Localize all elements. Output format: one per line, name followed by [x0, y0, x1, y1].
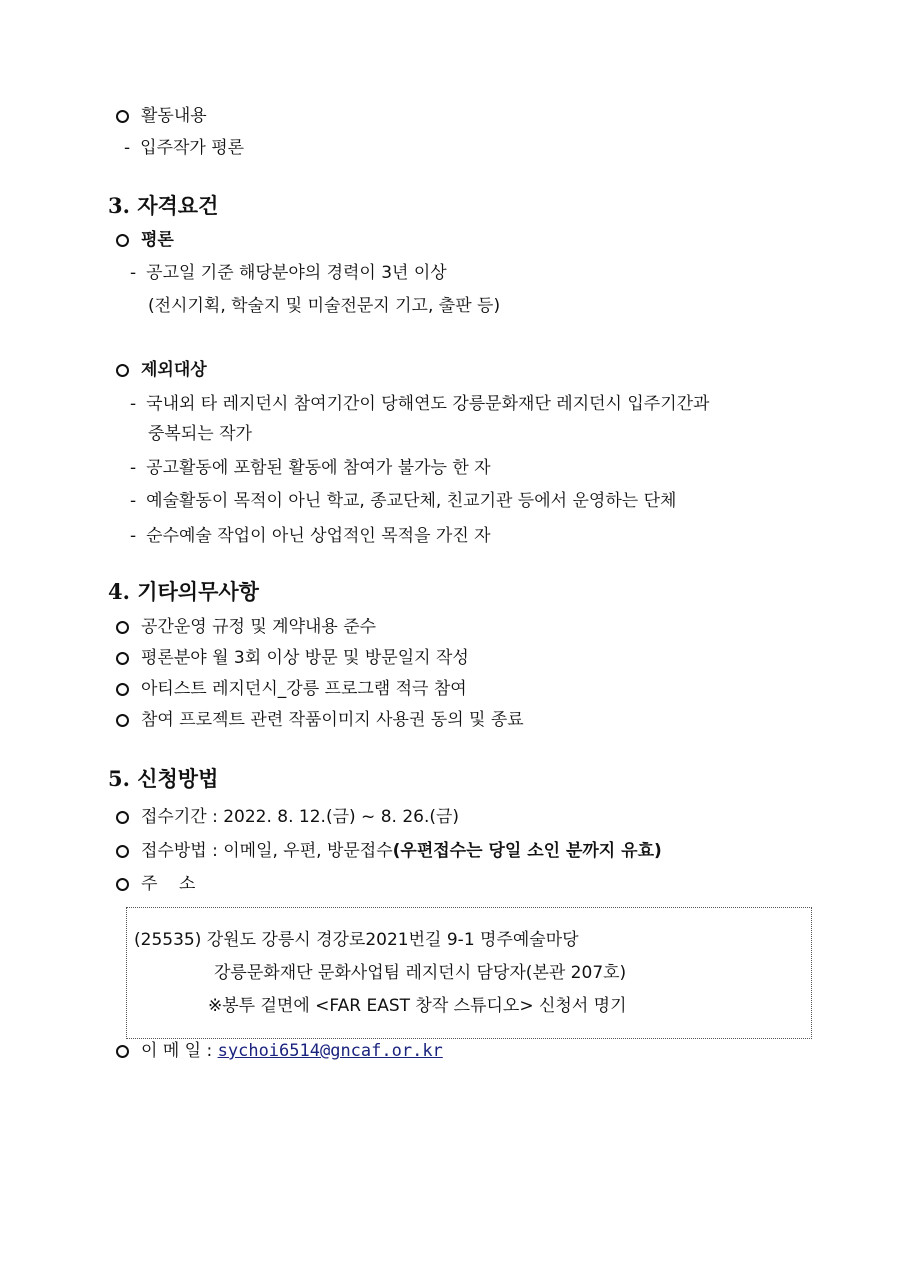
activity-item: - 입주작가 평론: [124, 138, 245, 158]
circle-bullet-icon: [116, 683, 129, 696]
circle-bullet-icon: [116, 234, 129, 247]
exclusion-heading: 제외대상: [116, 359, 207, 381]
email-row: 이 메 일 : sychoi6514@gncaf.or.kr: [116, 1040, 443, 1062]
email-link[interactable]: sychoi6514@gncaf.or.kr: [217, 1041, 443, 1061]
circle-bullet-icon: [116, 714, 129, 727]
circle-bullet-icon: [116, 1045, 129, 1058]
section-5-title: 5. 신청방법: [108, 766, 219, 791]
exclusion-item: - 국내외 타 레지던시 참여기간이 당해연도 강릉문화재단 레지던시 입주기간과: [130, 394, 710, 414]
circle-bullet-icon: [116, 878, 129, 891]
activity-heading: 활동내용: [116, 105, 207, 127]
exclusion-item-continued: 중복되는 작가: [148, 424, 252, 444]
circle-bullet-icon: [116, 621, 129, 634]
circle-bullet-icon: [116, 110, 129, 123]
exclusion-item: - 공고활동에 포함된 활동에 참여가 불가능 한 자: [130, 458, 491, 478]
criticism-item: - 공고일 기준 해당분야의 경력이 3년 이상: [130, 263, 447, 283]
application-method: 접수방법 : 이메일, 우편, 방문접수(우편접수는 당일 소인 분까지 유효): [116, 840, 662, 862]
duty-item: 아티스트 레지던시_강릉 프로그램 적극 참여: [116, 678, 467, 700]
circle-bullet-icon: [116, 845, 129, 858]
section-4-title: 4. 기타의무사항: [108, 579, 259, 604]
address-line: 강릉문화재단 문화사업팀 레지던시 담당자(본관 207호): [214, 963, 627, 983]
duty-item: 평론분야 월 3회 이상 방문 및 방문일지 작성: [116, 647, 469, 669]
circle-bullet-icon: [116, 811, 129, 824]
criticism-heading: 평론: [116, 229, 174, 251]
envelope-note: ※봉투 겉면에 <FAR EAST 창작 스튜디오> 신청서 명기: [208, 996, 627, 1016]
duty-item: 공간운영 규정 및 계약내용 준수: [116, 616, 376, 638]
section-3-title: 3. 자격요건: [108, 193, 219, 218]
duty-item: 참여 프로젝트 관련 작품이미지 사용권 동의 및 종료: [116, 709, 524, 731]
address-line: (25535) 강원도 강릉시 경강로2021번길 9-1 명주예술마당: [134, 930, 579, 950]
circle-bullet-icon: [116, 652, 129, 665]
exclusion-item: - 순수예술 작업이 아닌 상업적인 목적을 가진 자: [130, 526, 491, 546]
criticism-item-note: (전시기획, 학술지 및 미술전문지 기고, 출판 등): [148, 296, 501, 316]
circle-bullet-icon: [116, 364, 129, 377]
application-period: 접수기간 : 2022. 8. 12.(금) ~ 8. 26.(금): [116, 806, 459, 828]
address-label: 주 소: [116, 873, 195, 895]
exclusion-item: - 예술활동이 목적이 아닌 학교, 종교단체, 친교기관 등에서 운영하는 단체: [130, 491, 677, 511]
postal-note: (우편접수는 당일 소인 분까지 유효): [392, 841, 662, 861]
